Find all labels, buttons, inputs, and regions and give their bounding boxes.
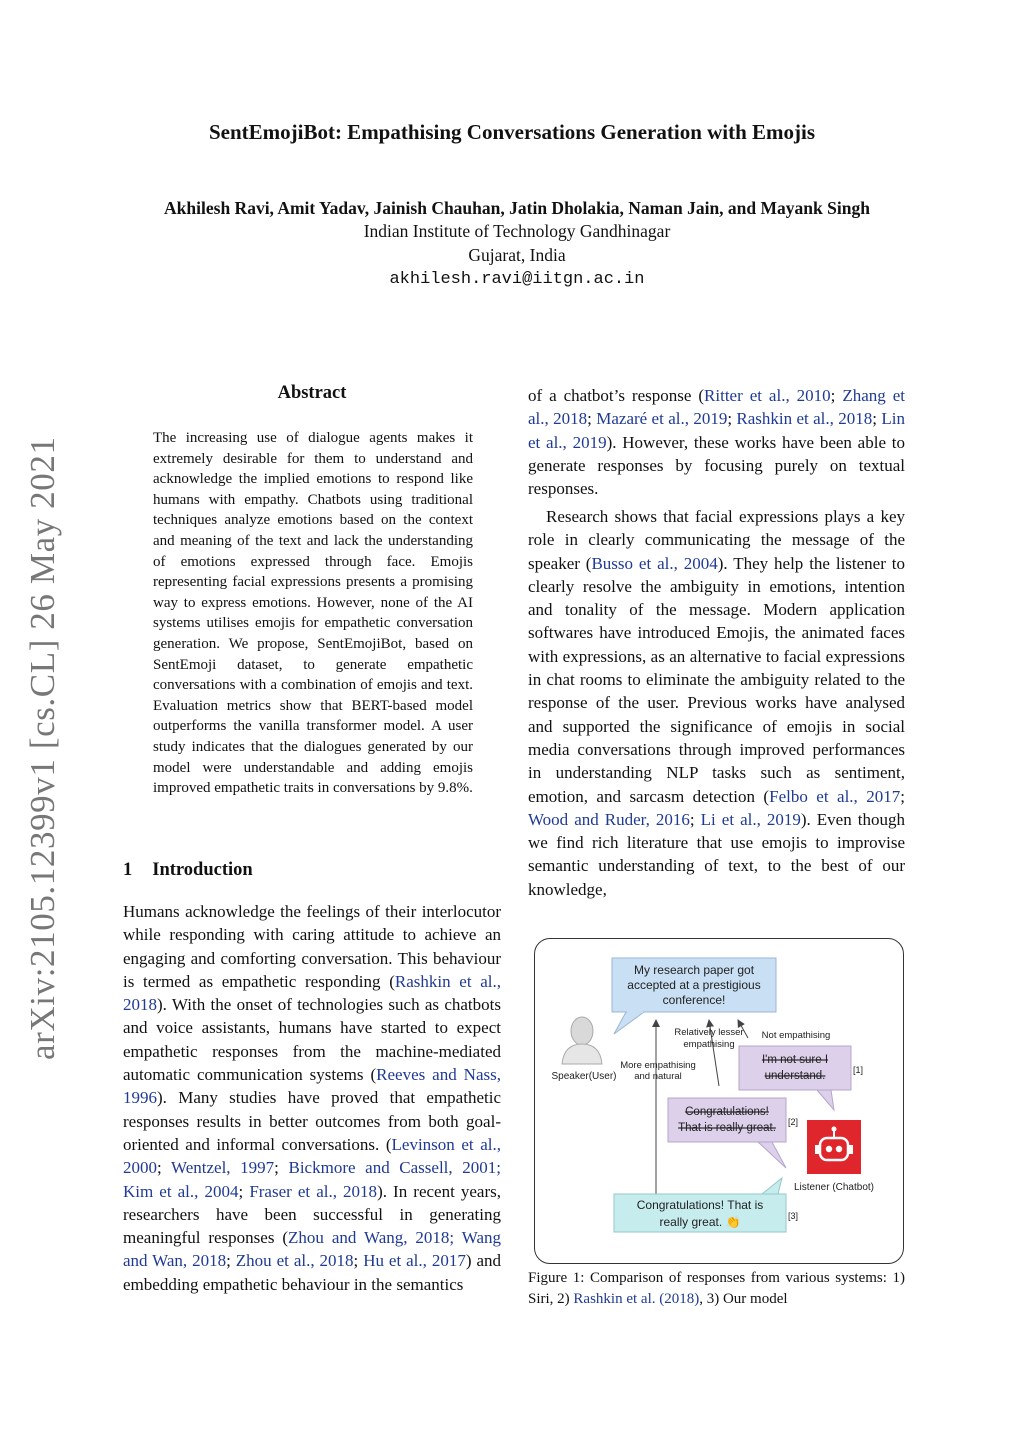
response-3-tag: [3] [788,1211,799,1221]
citation-link[interactable]: Ritter et al., 2010 [704,386,831,405]
speaker-label: Speaker(User) [551,1071,617,1082]
label-not-empathising: Not empathising [761,1030,831,1041]
abstract-body: The increasing use of dialogue agents makes it extremely desirable for them to understand and acknowledge the implied emotions to respond like humans with empathy. Chatbots using traditional techniques analyze emotions based on the context and meaning of the text and lack the understanding of emotions expressed through face. Emojis representing facial expressions presents a promising way to express emotions. However, none of the AI systems utilises emojis for empathetic conversation generation. We propose, SentEmojiBot, based on SentEmoji dataset, to generate empathetic conversations with a combination of emojis and text. Evaluation metrics show that BERT-based model outperforms the vanilla transformer model. A user study indicates that the dialogues generated by our model were understandable and adding emojis improved empathetic traits in conversations by 9.8%. [153,430,473,797]
section-title: Introduction [152,860,253,880]
citation-link[interactable]: Zhou and Wang, 2018; Wang and Wan, 2018 [123,1228,502,1271]
section-heading-introduction [123,860,253,881]
arxiv-identifier: arXiv:2105.12399v1 [cs.CL] 26 May 2021 [23,436,62,1060]
intro-paragraph-1-continued: of a chatbot’s response (Ritter et al., 2010; Zhang et al., 2018; Mazaré et al., 2019; Rashkin et al., 2018; Lin et al., 2019). However, these works have been able to generate responses by focusing purely on textual responses. [528,386,905,499]
response-3-line2: really great. 👏 [659,1215,741,1229]
citation-link[interactable]: Reeves and Nass, 1996 [123,1065,501,1108]
listener-label: Listener (Chatbot) [793,1182,875,1193]
label-more-empathising-line2: and natural [634,1071,682,1082]
citation-link[interactable]: Bickmore and Cassell, 2001; Kim et al., 2004 [123,1158,501,1201]
citation-link[interactable]: Zhang et al., 2018 [528,386,905,429]
citation-link[interactable]: Lin et al., 2019 [528,409,905,452]
citation-link[interactable]: Zhou et al., 2018 [235,1251,354,1271]
user-message-line1: My research paper got [633,963,755,977]
citation-link[interactable]: Rashkin et al., 2018 [736,409,873,429]
citation-link[interactable]: Wood and Ruder, 2016 [528,809,690,829]
citation-link[interactable]: Mazaré et al., 2019 [596,409,728,429]
citation-link[interactable]: Wentzel, 1997 [171,1158,275,1178]
citation-link[interactable]: Busso et al., 2004 [591,553,718,573]
citation-link[interactable]: Fraser et al., 2018 [249,1181,378,1201]
chatbot-robot-icon [807,1120,861,1174]
author-list: Akhilesh Ravi, Amit Yadav, Jainish Chauhan, Jatin Dholakia, Naman Jain, and Mayank Singh [164,198,870,218]
abstract-heading: Abstract [277,383,347,403]
response-1-line1: I'm not sure I [761,1054,829,1066]
paper-title: SentEmojiBot: Empathising Conversations Generation with Emojis [208,120,816,144]
citation-link[interactable]: Levinson et al., 2000 [123,1134,501,1178]
response-3-line1: Congratulations! That is [636,1198,764,1212]
affiliation: Indian Institute of Technology Gandhinagar [363,221,671,241]
citation-link[interactable]: Rashkin et al., 2018 [123,971,501,1015]
intro-paragraph-2: Research shows that facial expressions plays a key role in clearly communicating the message of the speaker (Busso et al., 2004). They help the listener to clearly resolve the ambiguity in emotions, intention and tonality of the message. Modern application softwares have introduced Emojis, the animated faces with expressions, as an alternative to facial expressions in chat rooms to eliminate the ambiguity related to the response of the user. Previous works have analysed and supported the significance of emojis in social media conversations through improved performances in understanding NLP tasks such as sentiment, emotion, and sarcasm detection (Felbo et al., 2017; Wood and Ruder, 2016; Li et al., 2019). Even though we find rich literature that use emojis to improvise semantic understanding of text, to the best of our knowledge, [528,507,906,899]
citation-link[interactable]: Rashkin et al. (2018) [573,1291,700,1307]
citation-link[interactable]: Felbo et al., 2017 [769,786,901,806]
response-2-tag: [2] [788,1117,799,1127]
user-avatar-icon [562,1017,602,1064]
response-2-line2: That is really great. [678,1122,776,1134]
label-lesser-empathising-line1: Relatively lesser [674,1027,744,1038]
figure-1-diagram [534,938,904,1264]
location: Gujarat, India [468,245,566,265]
section-number: 1 [123,860,133,880]
author-email: akhilesh.ravi@iitgn.ac.in [389,270,645,289]
figure-1-caption: Figure 1: Comparison of responses from various systems: 1) Siri, 2) Rashkin et al. (2018), 3) Our model [528,1270,905,1307]
user-message-line3: conference! [662,993,726,1007]
citation-link[interactable]: Li et al., 2019 [700,809,801,829]
label-lesser-empathising-line2: empathising [683,1039,735,1050]
response-1-line2: understand. [764,1070,826,1082]
response-2-line1: Congratulations! [685,1106,769,1118]
response-1-tag: [1] [853,1065,864,1075]
label-more-empathising-line1: More empathising [620,1060,696,1071]
user-message-line2: accepted at a prestigious [627,978,761,992]
intro-paragraph-1: Humans acknowledge the feelings of their interlocutor while responding with caring attitude to achieve an engaging and comforting conversation. This behaviour is termed as empathetic responding (Rashkin et al., 2018). With the onset of technologies such as chatbots and voice assistants, humans have started to expect empathetic responses from the machine-mediated automatic communication systems (Reeves and Nass, 1996). Many studies have proved that empathetic responses results in better outcomes from both goal-oriented and informal conversations. (Levinson et al., 2000; Wentzel, 1997; Bickmore and Cassell, 2001; Kim et al., 2004; Fraser et al., 2018). In recent years, researchers have been successful in generating meaningful responses (Zhou and Wang, 2018; Wang and Wan, 2018; Zhou et al., 2018; Hu et al., 2017) and embedding empathetic behaviour in the semantics [123,902,502,1294]
citation-link[interactable]: Hu et al., 2017 [363,1251,466,1271]
